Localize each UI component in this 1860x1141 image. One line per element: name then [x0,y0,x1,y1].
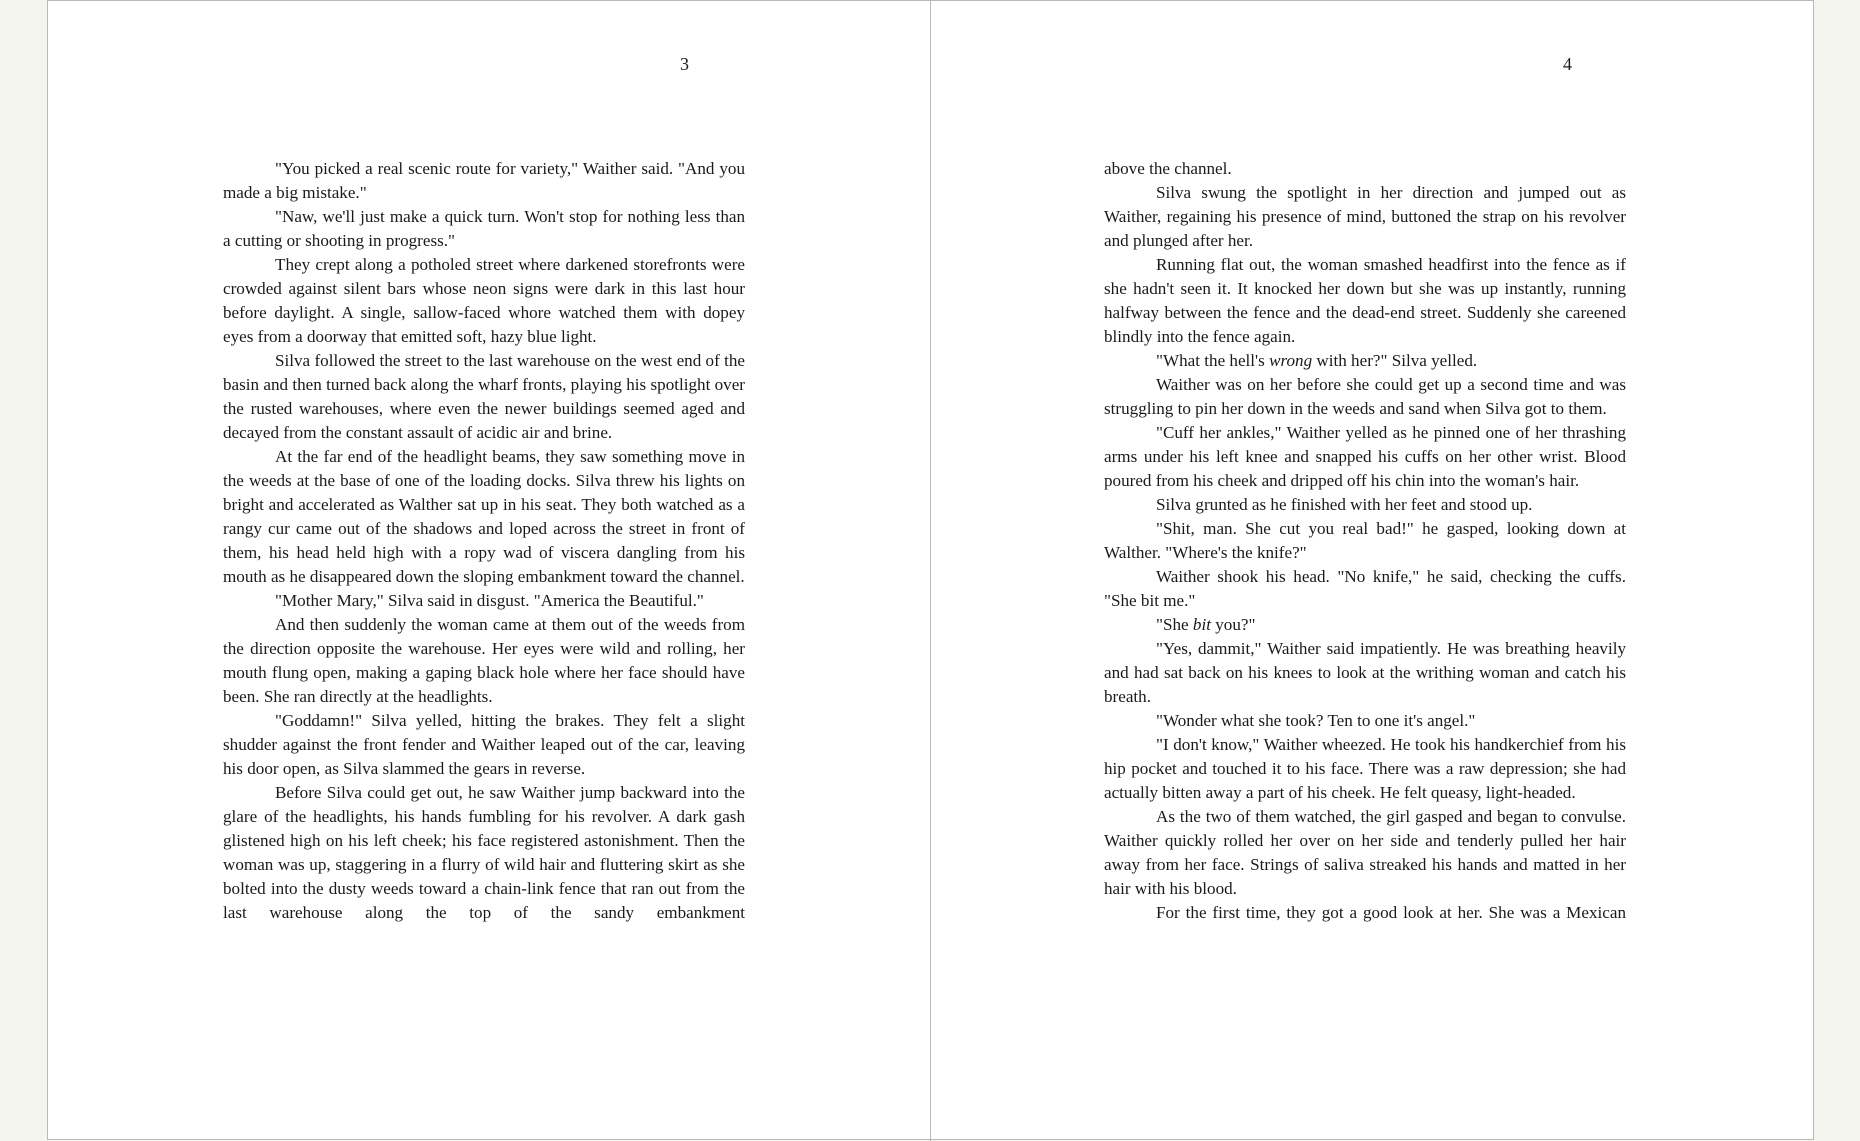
paragraph-with-italic [1104,613,1626,637]
paragraph: Silva followed the street to the last warehouse on the west end of the basin and then turned back along the wharf fronts, playing his spotlight over the rusted warehouses, where even the newer buildings seemed aged and decayed from the constant assault of acidic air and brine. [223,351,745,442]
paragraph: Silva swung the spotlight in her direction and jumped out as Waither, regaining his presence of mind, buttoned the strap on his revolver and plunged after her. [1104,183,1626,250]
paragraph: "I don't know," Waither wheezed. He took his handkerchief from his hip pocket and touched it to his face. There was a raw depression; she had actually bitten away a part of his cheek. He felt queasy, light-headed. [1104,735,1626,802]
paragraph: And then suddenly the woman came at them out of the weeds from the direction opposite the warehouse. Her eyes were wild and rolling, her mouth flung open, making a gaping black hole where her face should have been. She ran directly at the headlights. [223,615,745,706]
page-number: 3 [680,54,689,74]
paragraph: Waither shook his head. "No knife," he said, checking the cuffs. "She bit me." [1104,567,1626,610]
book-spread [47,0,1814,1140]
italic-word: wrong [1269,351,1313,370]
paragraph: "Mother Mary," Silva said in disgust. "America the Beautiful." [275,591,704,610]
paragraph: "Wonder what she took? Ten to one it's angel." [1156,711,1476,730]
text-run: you?" [1210,615,1256,634]
paragraph: Waither was on her before she could get up a second time and was struggling to pin her down in the weeds and sand when Silva got to them. [1104,375,1626,418]
paragraph: Before Silva could get out, he saw Waither jump backward into the glare of the headlights, his hands fumbling for his revolver. A dark gash glistened high on his left cheek; his face registered astonishment. Then the woman was up, staggering in a flurry of wild hair and fluttering skirt as she bolted into the dusty weeds toward a chain-link fence that ran out from the last warehouse along the top of the sandy embankment [223,783,745,922]
page-text [1104,157,1626,925]
page-number: 4 [1563,54,1572,74]
paragraph: "You picked a real scenic route for variety," Waither said. "And you made a big mistake." [223,159,745,202]
paragraph: "Cuff her ankles," Waither yelled as he pinned one of her thrashing arms under his left knee and snapped his cuffs on her other wrist. Blood poured from his cheek and dripped off his chin into the woman's hair. [1104,423,1626,490]
left-page [48,1,931,1141]
italic-word: bit [1192,615,1211,634]
continuation-line: above the channel. [1104,159,1232,178]
paragraph: For the first time, they got a good look at her. She was a Mexican [1156,903,1626,922]
text-run: with her?" Silva yelled. [1312,351,1478,370]
paragraph: "Shit, man. She cut you real bad!" he gasped, looking down at Walther. "Where's the knife?" [1104,519,1626,562]
paragraph: "Naw, we'll just make a quick turn. Won't stop for nothing less than a cutting or shooting in progress." [223,207,745,250]
paragraph: At the far end of the headlight beams, they saw something move in the weeds at the base of one of the loading docks. Silva threw his lights on bright and accelerated as Walther sat up in his seat. They both watched as a rangy cur came out of the shadows and loped across the street in front of them, his head held high with a ropy wad of viscera dangling from his mouth as he disappeared down the sloping embankment toward the channel. [223,447,745,586]
text-run: "She [1156,615,1193,634]
paragraph: As the two of them watched, the girl gasped and began to convulse. Waither quickly rolled her over on her side and tenderly pulled her hair away from her face. Strings of saliva streaked his hands and matted in her hair with his blood. [1104,807,1626,898]
paragraph-with-italic [1104,349,1626,373]
paragraph: Silva grunted as he finished with her feet and stood up. [1156,495,1533,514]
paragraph: They crept along a potholed street where darkened storefronts were crowded against silent bars whose neon signs were dark in this last hour before daylight. A single, sallow-faced whore watched them with dopey eyes from a doorway that emitted soft, hazy blue light. [223,255,745,346]
paragraph: "Goddamn!" Silva yelled, hitting the brakes. They felt a slight shudder against the front fender and Waither leaped out of the car, leaving his door open, as Silva slammed the gears in reverse. [223,711,745,778]
right-page [931,1,1813,1141]
page-text [223,157,745,925]
paragraph: "Yes, dammit," Waither said impatiently. He was breathing heavily and had sat back on his knees to look at the writhing woman and catch his breath. [1104,639,1626,706]
text-run: "What the hell's [1156,351,1270,370]
paragraph: Running flat out, the woman smashed headfirst into the fence as if she hadn't seen it. It knocked her down but she was up instantly, running halfway between the fence and the dead-end street. Suddenly she careened blindly into the fence again. [1104,255,1626,346]
